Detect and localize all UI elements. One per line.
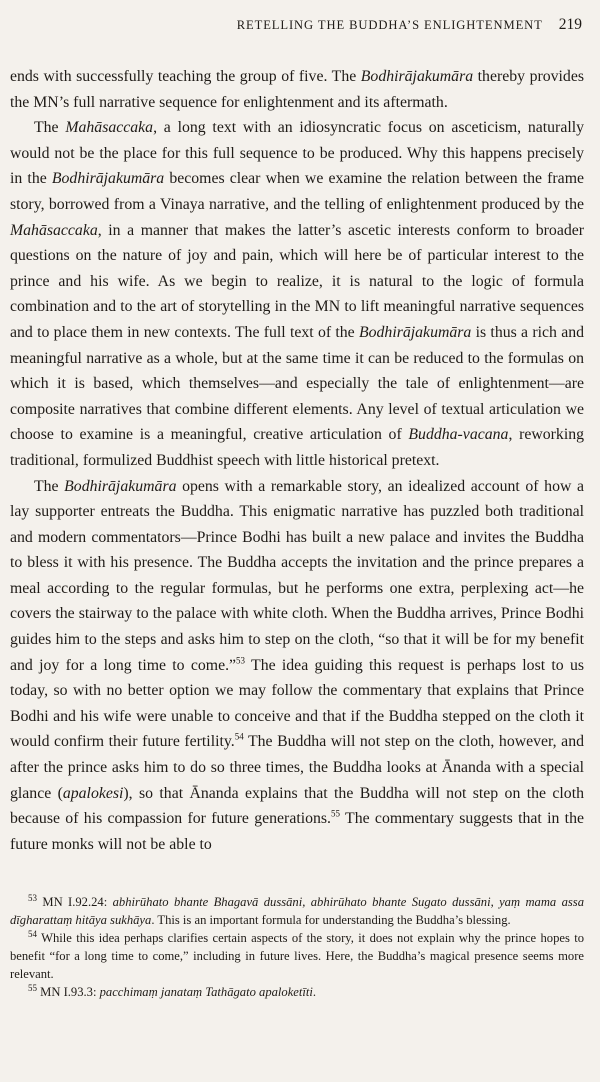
italic-term: Buddha-vacana [408,426,509,444]
text-run: The commentary suggests that in the future monks will not be able to [10,810,584,853]
pali-quote: pacchimaṃ janataṃ Tathāgato apaloketīti [99,985,313,999]
main-text [10,64,584,857]
text-run: thereby provides the MN’s full narrative sequence for enlightenment and its aftermath. [10,68,584,111]
italic-title: Bodhirājakumāra [51,170,165,188]
footnote-ref-54[interactable]: 54 [234,732,244,743]
text-run: , reworking traditional, formulized Buddhist speech with little historical pretext. [10,426,585,469]
text-run: MN I.92.24: [37,895,113,909]
italic-title: Bodhirājakumāra [358,323,472,341]
paragraph-3 [10,474,584,858]
text-run: . [312,985,317,999]
text-run: , in a manner that makes the latter’s ascetic interests conform to broader questions on the nature of joy and pain, which will here be of particular interest to the prince and his wife. As we begin to realize, it is natural to the logic of formula combination and to the art of storytelling in the MN to lift meaningful narrative sequences and to place them in new contexts. The full text of the [10,221,584,341]
pali-quote: abhirūhato bhante Bhagavā dussāni, abhirūhato bhante Sugato dussāni, yaṃ mama assa dīgharattaṃ hitāya sukhāya [10,895,584,927]
footnotes [10,893,584,1001]
footnote-number: 55 [28,982,37,993]
paragraph-1 [10,64,584,115]
text-run: is thus a rich and meaningful narrative as a whole, but at the same time it can be reduced to the formulas on which it is based, which themselves—and especially the tale of enlightenment—are composite narratives that combine different elements. Any level of textual articulation we choose to examine is a meaningful, creative articulation of [10,323,585,444]
footnote-number: 53 [28,892,37,903]
italic-term: apalokesi [62,784,124,802]
footnote-ref-53[interactable]: 53 [236,655,246,666]
text-run: MN I.93.3: [37,985,100,999]
italic-title: Mahāsaccaka [10,221,98,239]
text-run: , a long text with an idiosyncratic focus on asceticism, naturally would not be the place for this full sequence to be produced. Why this happens precisely in the [10,119,585,188]
text-run: The idea guiding this request is perhaps lost to us today, so with no better option we may follow the commentary that explains that Prince Bodhi and his wife were unable to conceive and that if the Buddha stepped on the cloth it would confirm their future fertility. [10,656,585,751]
italic-title: Bodhirājakumāra [64,477,177,495]
footnote-number: 54 [28,928,37,939]
footnote-ref-55[interactable]: 55 [331,808,341,819]
paragraph-2 [10,115,584,473]
page-number: 219 [558,16,582,33]
running-header [180,16,582,34]
text-run: While this idea perhaps clarifies certain aspects of the story, it does not explain why the prince hopes to benefit “for a long time to come,” including in future lives. Here, the Buddha’s magical presence seems more relevant. [10,931,584,981]
text-run: The [34,477,65,495]
footnote-54 [10,929,584,983]
text-run: ends with successfully teaching the group of five. The [10,68,361,85]
italic-title: Mahāsaccaka [65,119,154,137]
text-run: The [34,119,66,137]
running-title: RETELLING THE BUDDHA’S ENLIGHTENMENT [236,18,543,32]
text-run: becomes clear when we examine the relation between the frame story, borrowed from a Vinaya narrative, and the telling of enlightenment produced by the [10,170,584,213]
text-run: . This is an important formula for understanding the Buddha’s blessing. [151,913,511,927]
italic-title: Bodhirājakumāra [360,68,474,85]
text-run: The Buddha will not step on the cloth, however, and after the prince asks him to do so three times, the Buddha looks at Ānanda with a special glance ( [10,733,584,802]
footnote-53 [10,893,584,929]
text-run: opens with a remarkable story, an idealized account of how a lay supporter entreats the Buddha. This enigmatic narrative has puzzled both traditional and modern commentators—Prince Bodhi has built a new palace and invites the Buddha to bless it with his presence. The Buddha accepts the invitation and the prince prepares a meal according to the regular formulas, but he performs one extra, perplexing act—he covers the stairway to the palace with white cloth. When the Buddha arrives, Prince Bodhi guides him to the steps and asks him to step on the cloth, “so that it will be for my benefit and joy for a long time to come.” [10,477,584,674]
footnote-55 [10,983,584,1001]
text-run: ), so that Ānanda explains that the Buddha will not step on the cloth because of his compassion for future generations. [10,784,584,828]
